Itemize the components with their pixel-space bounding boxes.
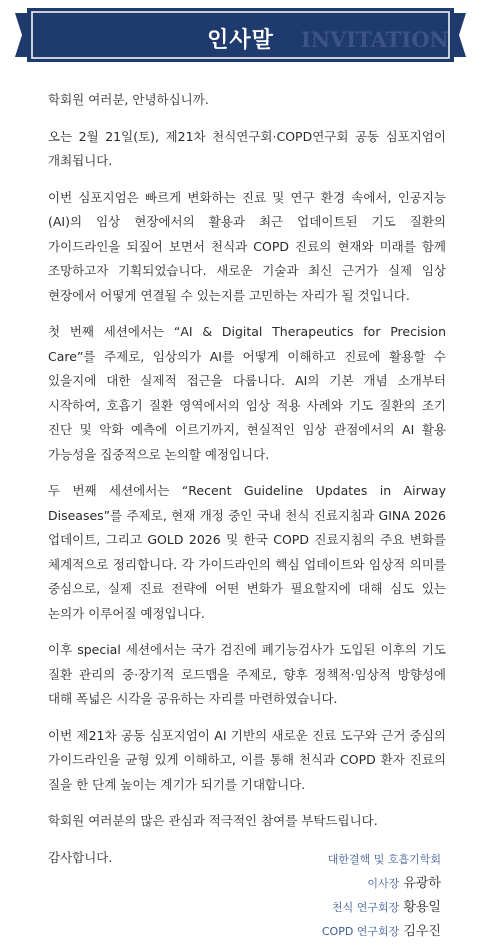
- greeting-line: 학회원 여러분, 안녕하십니까.: [48, 92, 209, 107]
- signer-row: [322, 918, 441, 942]
- signer-name: 유광하: [403, 876, 441, 891]
- organization-name: 대한결핵 및 호흡기학회: [327, 853, 441, 866]
- session-one-description: 첫 번째 세션에서는 “AI & Digital Therapeutics for Precision Care”를 주제로, 임상의가 AI를 어떻게 이해하고 진료에 활용할 수 있을지에 대한 실제적 접근을 다룹니다. AI의 기본 개념 소개부터 시작하여, 호흡기 질환 영역에서의 임상 적용 사례와 기도 질환의 조기 진단 및 악화 예측에 이르기까지, 현실적인 임상 관점에서의 AI 활용 가능성을 집중적으로 논의할 예정입니다.: [48, 324, 446, 462]
- page-title: 인사말: [207, 28, 274, 53]
- greeting-body: [48, 88, 446, 882]
- signer-name: 김우진: [403, 924, 441, 939]
- closing-expectation: 이번 제21차 공동 심포지엄이 AI 기반의 새로운 진료 도구와 근거 중심의 가이드라인을 균형 있게 이해하고, 이를 통해 천식과 COPD 환자 진료의 질을 한 단계 높이는 계기가 되기를 기대합니다.: [48, 727, 446, 792]
- signer-row: [322, 870, 441, 894]
- special-session-description: 이후 special 세션에서는 국가 검진에 폐기능검사가 도입된 이후의 기도 질환 관리의 중·장기적 로드맵을 주제로, 향후 정책적·임상적 방향성에 대해 폭넓은 시각을 공유하는 자리를 마련하였습니다.: [48, 642, 446, 706]
- participation-request: 학회원 여러분의 많은 관심과 적극적인 참여를 부탁드립니다.: [48, 813, 378, 828]
- event-announcement: 오는 2월 21일(토), 제21차 천식연구회·COPD연구회 공동 심포지엄이 개최됩니다.: [48, 128, 446, 168]
- signature-organization: [322, 846, 441, 870]
- symposium-overview: 이번 심포지엄은 빠르게 변화하는 진료 및 연구 환경 속에서, 인공지능(AI)의 임상 현장에서의 활용과 최근 업데이트된 기도 질환의 가이드라인을 되짚어 보면서 천식과 COPD 진료의 현재와 미래를 함께 조망하고자 기획되었습니다. 새로운 기술과 최신 근거가 실제 임상 현장에서 어떻게 연결될 수 있는지를 고민하는 자리가 될 것입니다.: [48, 189, 446, 303]
- signer-name: 황용일: [403, 900, 441, 915]
- signer-row: [322, 894, 441, 918]
- header-banner: [15, 6, 466, 64]
- session-two-description: 두 번째 세션에서는 “Recent Guideline Updates in Airway Diseases”를 주제로, 현재 개정 중인 국내 천식 진료지침과 GINA 2026 업데이트, 그리고 GOLD 2026 및 한국 COPD 진료지침의 주요 변화를 체계적으로 정리합니다. 각 가이드라인의 핵심 업데이트와 임상적 의미를 중심으로, 실제 진료 전략에 어떤 변화가 필요할지에 대해 심도 있는 논의가 이루어질 예정입니다.: [48, 483, 446, 621]
- signer-role: 이사장: [367, 877, 400, 890]
- signer-role: COPD 연구회장: [321, 925, 400, 938]
- signature-block: [322, 846, 441, 942]
- banner-watermark: INVITATION: [301, 27, 449, 52]
- thanks-line: 감사합니다.: [48, 849, 113, 865]
- signer-role: 천식 연구회장: [332, 901, 400, 914]
